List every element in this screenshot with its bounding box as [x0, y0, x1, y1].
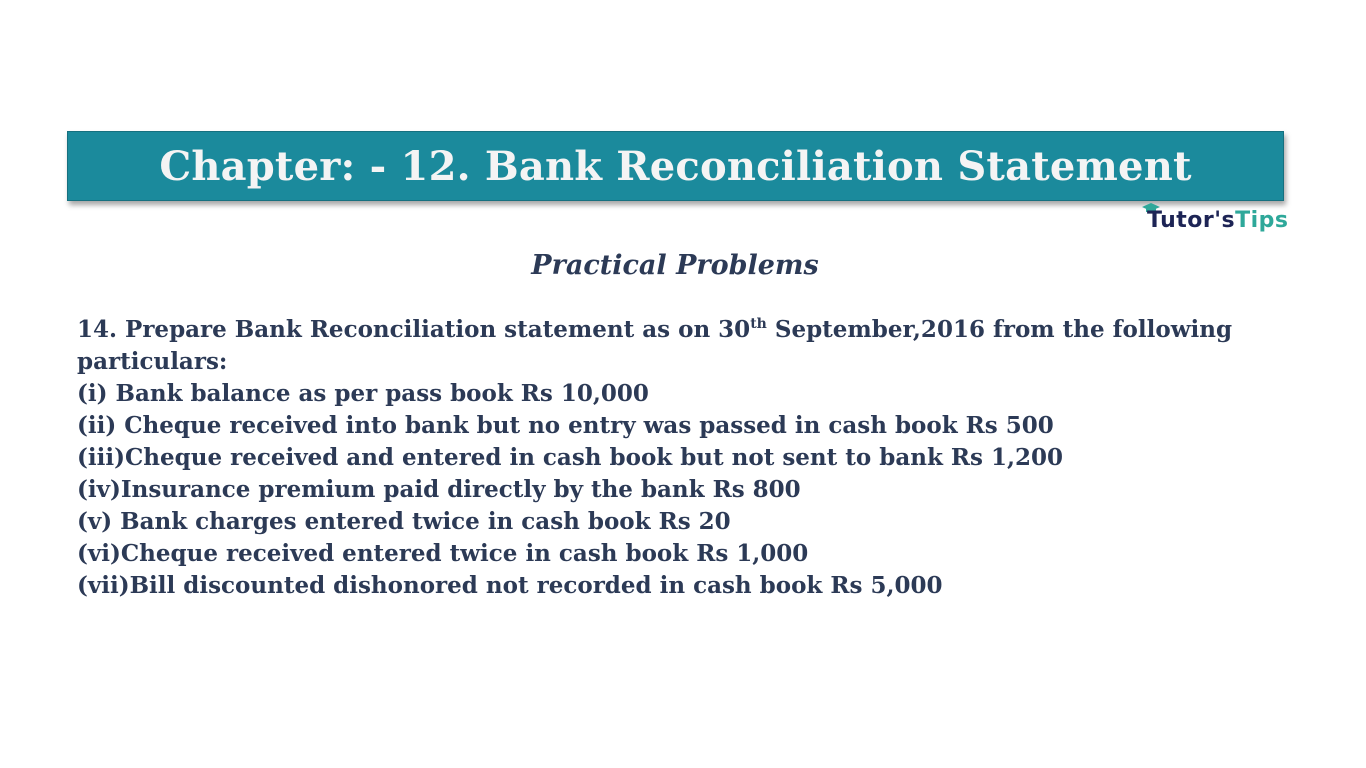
problem-intro-line — [77, 308, 1233, 346]
section-subtitle: Practical Problems — [531, 250, 819, 281]
list-item: (i) Bank balance as per pass book Rs 10,000 — [77, 380, 649, 407]
intro-superscript: th — [750, 316, 767, 332]
tutors-tips-logo — [1141, 201, 1289, 241]
problem-intro-line-2: particulars: — [77, 348, 228, 375]
intro-prefix: 14. Prepare Bank Reconciliation statement as on 30 — [77, 316, 751, 343]
chapter-banner — [67, 131, 1284, 201]
chapter-title: Chapter: - 12. Bank Reconciliation Statement — [159, 142, 1192, 190]
list-item: (vii)Bill discounted dishonored not recorded in cash book Rs 5,000 — [77, 572, 943, 599]
intro-suffix: September,2016 from the following — [766, 316, 1233, 343]
list-item: (ii) Cheque received into bank but no entry was passed in cash book Rs 500 — [77, 412, 1054, 439]
list-item: (vi)Cheque received entered twice in cash book Rs 1,000 — [77, 540, 809, 567]
list-item: (v) Bank charges entered twice in cash book Rs 20 — [77, 508, 731, 535]
problem-text — [77, 308, 1233, 602]
list-item: (iii)Cheque received and entered in cash book but not sent to bank Rs 1,200 — [77, 444, 1064, 471]
logo-text-part1: Tutor's — [1147, 208, 1236, 233]
logo-text — [1147, 208, 1288, 233]
logo-text-part2: Tips — [1235, 208, 1289, 233]
list-item: (iv)Insurance premium paid directly by the bank Rs 800 — [77, 476, 801, 503]
